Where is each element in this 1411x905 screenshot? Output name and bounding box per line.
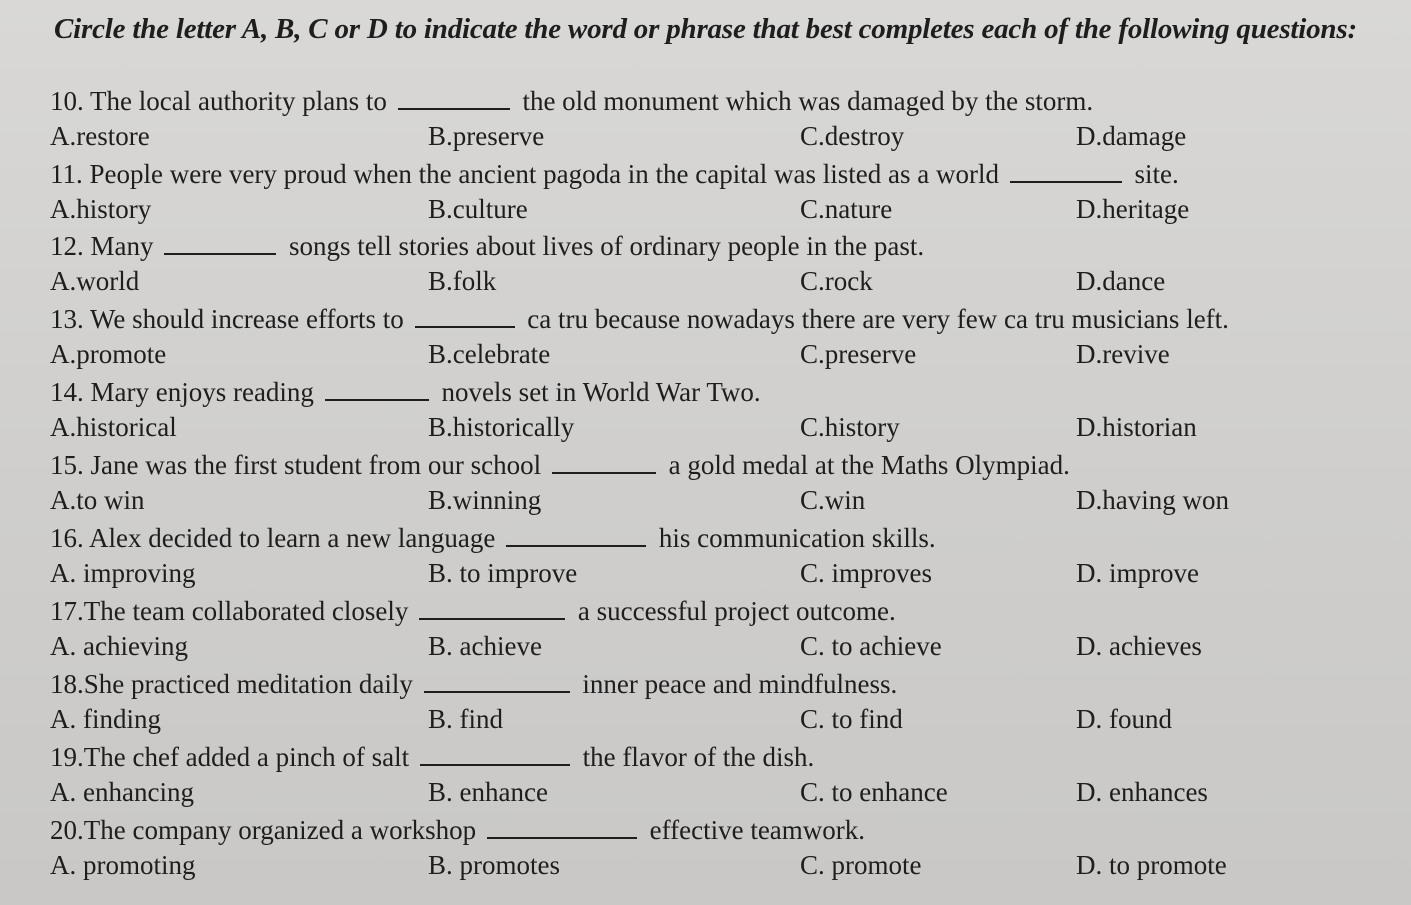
stem-before: 16. Alex decided to learn a new language xyxy=(50,523,496,553)
answer-blank[interactable] xyxy=(415,304,515,328)
stem-after: site. xyxy=(1134,159,1179,189)
stem-after: songs tell stories about lives of ordinary people in the past. xyxy=(289,231,925,261)
option-d[interactable]: D. improve xyxy=(1076,558,1199,588)
option-c[interactable]: C. to achieve xyxy=(800,631,942,661)
instruction-heading: Circle the letter A, B, C or D to indicate the word or phrase that best completes each of the following questions: xyxy=(54,13,1357,45)
stem-before: 17.The team collaborated closely xyxy=(50,596,409,626)
answer-blank[interactable] xyxy=(325,377,429,401)
stem-after: a gold medal at the Maths Olympiad. xyxy=(668,450,1070,480)
question-20 xyxy=(50,813,1410,887)
question-16 xyxy=(50,521,1410,595)
option-b[interactable]: B. to improve xyxy=(428,558,578,588)
stem-after: effective teamwork. xyxy=(649,815,866,845)
question-stem xyxy=(50,740,814,774)
question-10 xyxy=(50,84,1410,158)
option-d[interactable]: D.dance xyxy=(1076,266,1166,296)
question-stem xyxy=(50,521,936,555)
option-c[interactable]: C. improves xyxy=(800,558,932,588)
stem-before: 13. We should increase efforts to xyxy=(50,304,404,334)
stem-before: 12. Many xyxy=(50,231,154,261)
option-b[interactable]: B. promotes xyxy=(428,850,560,880)
option-c[interactable]: C. to enhance xyxy=(800,777,948,807)
answer-blank[interactable] xyxy=(398,86,510,110)
option-a[interactable]: A.to win xyxy=(50,485,145,515)
option-c[interactable]: C.destroy xyxy=(800,121,905,151)
option-c[interactable]: C.nature xyxy=(800,194,893,224)
stem-before: 15. Jane was the first student from our school xyxy=(50,450,542,480)
option-c[interactable]: C.history xyxy=(800,412,900,442)
question-stem xyxy=(50,302,1229,336)
question-stem xyxy=(50,157,1179,191)
stem-after: the old monument which was damaged by the storm. xyxy=(522,86,1094,116)
option-a[interactable]: A.world xyxy=(50,266,140,296)
option-d[interactable]: D. enhances xyxy=(1076,777,1208,807)
option-a[interactable]: A.historical xyxy=(50,412,177,442)
answer-blank[interactable] xyxy=(420,742,570,766)
option-a[interactable]: A. improving xyxy=(50,558,196,588)
question-11 xyxy=(50,157,1410,231)
stem-before: 18.She practiced meditation daily xyxy=(50,669,413,699)
option-c[interactable]: C. promote xyxy=(800,850,922,880)
question-stem xyxy=(50,594,896,628)
option-d[interactable]: D. found xyxy=(1076,704,1172,734)
option-b[interactable]: B.culture xyxy=(428,194,528,224)
option-d[interactable]: D.revive xyxy=(1076,339,1170,369)
option-a[interactable]: A. promoting xyxy=(50,850,196,880)
stem-before: 20.The company organized a workshop xyxy=(50,815,477,845)
question-stem xyxy=(50,84,1093,118)
answer-blank[interactable] xyxy=(424,669,570,693)
stem-after: inner peace and mindfulness. xyxy=(582,669,898,699)
option-b[interactable]: B. find xyxy=(428,704,504,734)
option-b[interactable]: B. enhance xyxy=(428,777,548,807)
option-a[interactable]: A.history xyxy=(50,194,152,224)
stem-after: novels set in World War Two. xyxy=(441,377,761,407)
question-stem xyxy=(50,229,924,263)
answer-blank[interactable] xyxy=(164,231,276,255)
question-19 xyxy=(50,740,1410,814)
option-d[interactable]: D. to promote xyxy=(1076,850,1227,880)
question-stem xyxy=(50,813,865,847)
option-b[interactable]: B.celebrate xyxy=(428,339,551,369)
stem-before: 14. Mary enjoys reading xyxy=(50,377,314,407)
option-c[interactable]: C.preserve xyxy=(800,339,917,369)
question-13 xyxy=(50,302,1410,376)
option-b[interactable]: B.preserve xyxy=(428,121,545,151)
stem-before: 11. People were very proud when the ancient pagoda in the capital was listed as a world xyxy=(50,159,999,189)
stem-after: ca tru because nowadays there are very few ca tru musicians left. xyxy=(527,304,1229,334)
stem-after: a successful project outcome. xyxy=(577,596,896,626)
stem-after: the flavor of the dish. xyxy=(582,742,815,772)
option-d[interactable]: D.historian xyxy=(1076,412,1197,442)
answer-blank[interactable] xyxy=(1010,159,1122,183)
question-12 xyxy=(50,229,1410,303)
option-a[interactable]: A.promote xyxy=(50,339,167,369)
option-c[interactable]: C.rock xyxy=(800,266,873,296)
stem-after: his communication skills. xyxy=(658,523,936,553)
option-b[interactable]: B.folk xyxy=(428,266,497,296)
stem-before: 19.The chef added a pinch of salt xyxy=(50,742,410,772)
option-d[interactable]: D.having won xyxy=(1076,485,1229,515)
question-stem xyxy=(50,667,897,701)
question-15 xyxy=(50,448,1410,522)
option-c[interactable]: C. to find xyxy=(800,704,903,734)
answer-blank[interactable] xyxy=(419,596,565,620)
answer-blank[interactable] xyxy=(552,450,656,474)
option-a[interactable]: A.restore xyxy=(50,121,150,151)
option-d[interactable]: D. achieves xyxy=(1076,631,1202,661)
option-d[interactable]: D.heritage xyxy=(1076,194,1190,224)
question-14 xyxy=(50,375,1410,449)
question-18 xyxy=(50,667,1410,741)
option-c[interactable]: C.win xyxy=(800,485,866,515)
answer-blank[interactable] xyxy=(487,815,637,839)
option-a[interactable]: A. finding xyxy=(50,704,161,734)
answer-blank[interactable] xyxy=(506,523,646,547)
option-d[interactable]: D.damage xyxy=(1076,121,1187,151)
question-stem xyxy=(50,375,761,409)
option-b[interactable]: B. achieve xyxy=(428,631,542,661)
option-a[interactable]: A. enhancing xyxy=(50,777,194,807)
option-a[interactable]: A. achieving xyxy=(50,631,188,661)
question-17 xyxy=(50,594,1410,668)
question-stem xyxy=(50,448,1070,482)
stem-before: 10. The local authority plans to xyxy=(50,86,387,116)
option-b[interactable]: B.historically xyxy=(428,412,575,442)
option-b[interactable]: B.winning xyxy=(428,485,542,515)
